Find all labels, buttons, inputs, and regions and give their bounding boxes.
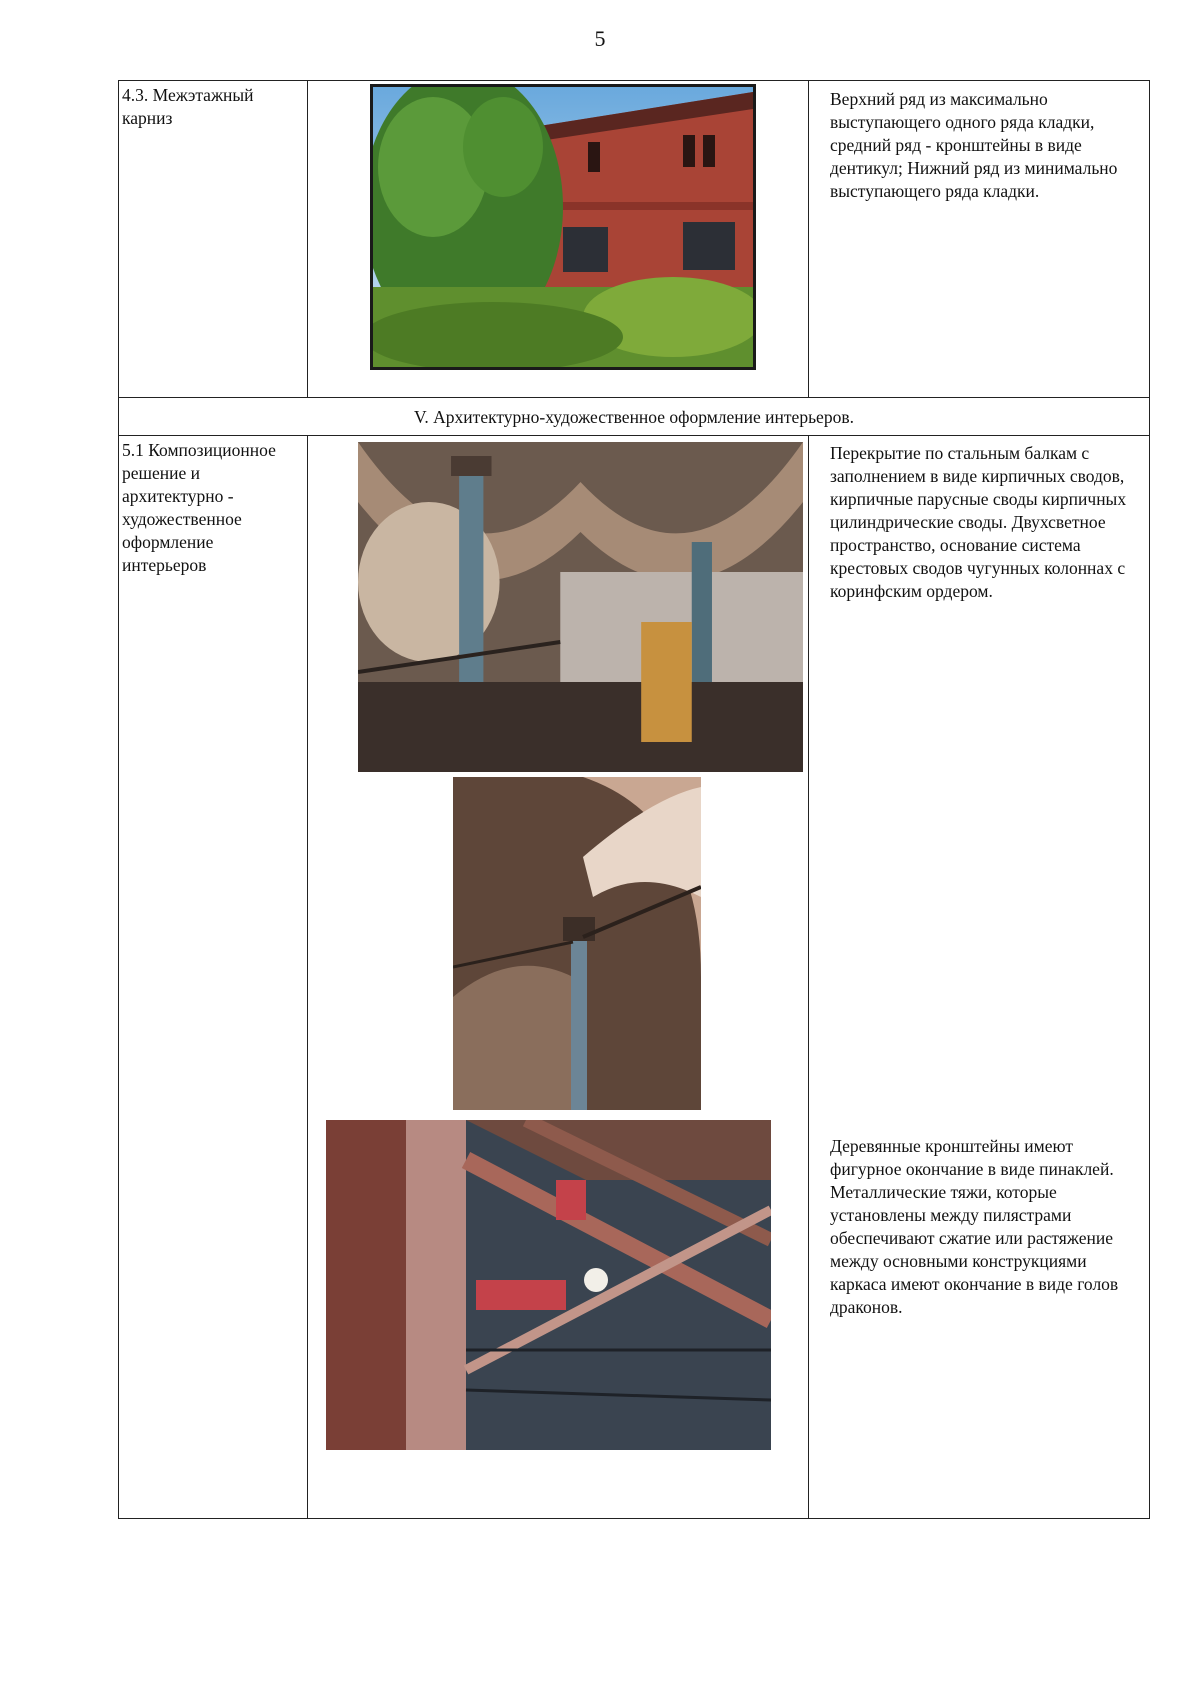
wooden-brackets-photo (326, 1120, 771, 1450)
building-facade-photo (370, 84, 756, 370)
row-label-cornice: 4.3. Межэтажный карниз (122, 85, 254, 128)
row-description-cornice: Верхний ряд из максимально выступающего одного ряда кладки, средний ряд - кронштейны в виде дентикул; Нижний ряд из минимально выступающего ряда кладки. (830, 89, 1118, 201)
interior-columns-photo (358, 442, 803, 772)
document-table (118, 80, 1150, 1520)
page-number: 5 (594, 26, 606, 51)
interior-vault-photo (453, 777, 701, 1110)
row-label-interiors: 5.1 Композиционное решение и архитектурно - художественное оформление интерьеров (122, 440, 276, 575)
row-description-vaults: Перекрытие по стальным балкам с заполнением в виде кирпичных сводов, кирпичные парусные своды кирпичных цилиндрические своды. Двухсветное пространство, основание система крестовых сводов чугунных колоннах с коринфским ордером. (830, 443, 1127, 601)
section-heading: V. Архитектурно-художественное оформление интерьеров. (414, 407, 854, 427)
row-description-brackets: Деревянные кронштейны имеют фигурное окончание в виде пинаклей. Металлические тяжи, которые установлены между пилястрами обеспечивают сжатие или растяжение между основными конструкциями каркаса имеют окончание в виде голов драконов. (830, 1136, 1119, 1317)
